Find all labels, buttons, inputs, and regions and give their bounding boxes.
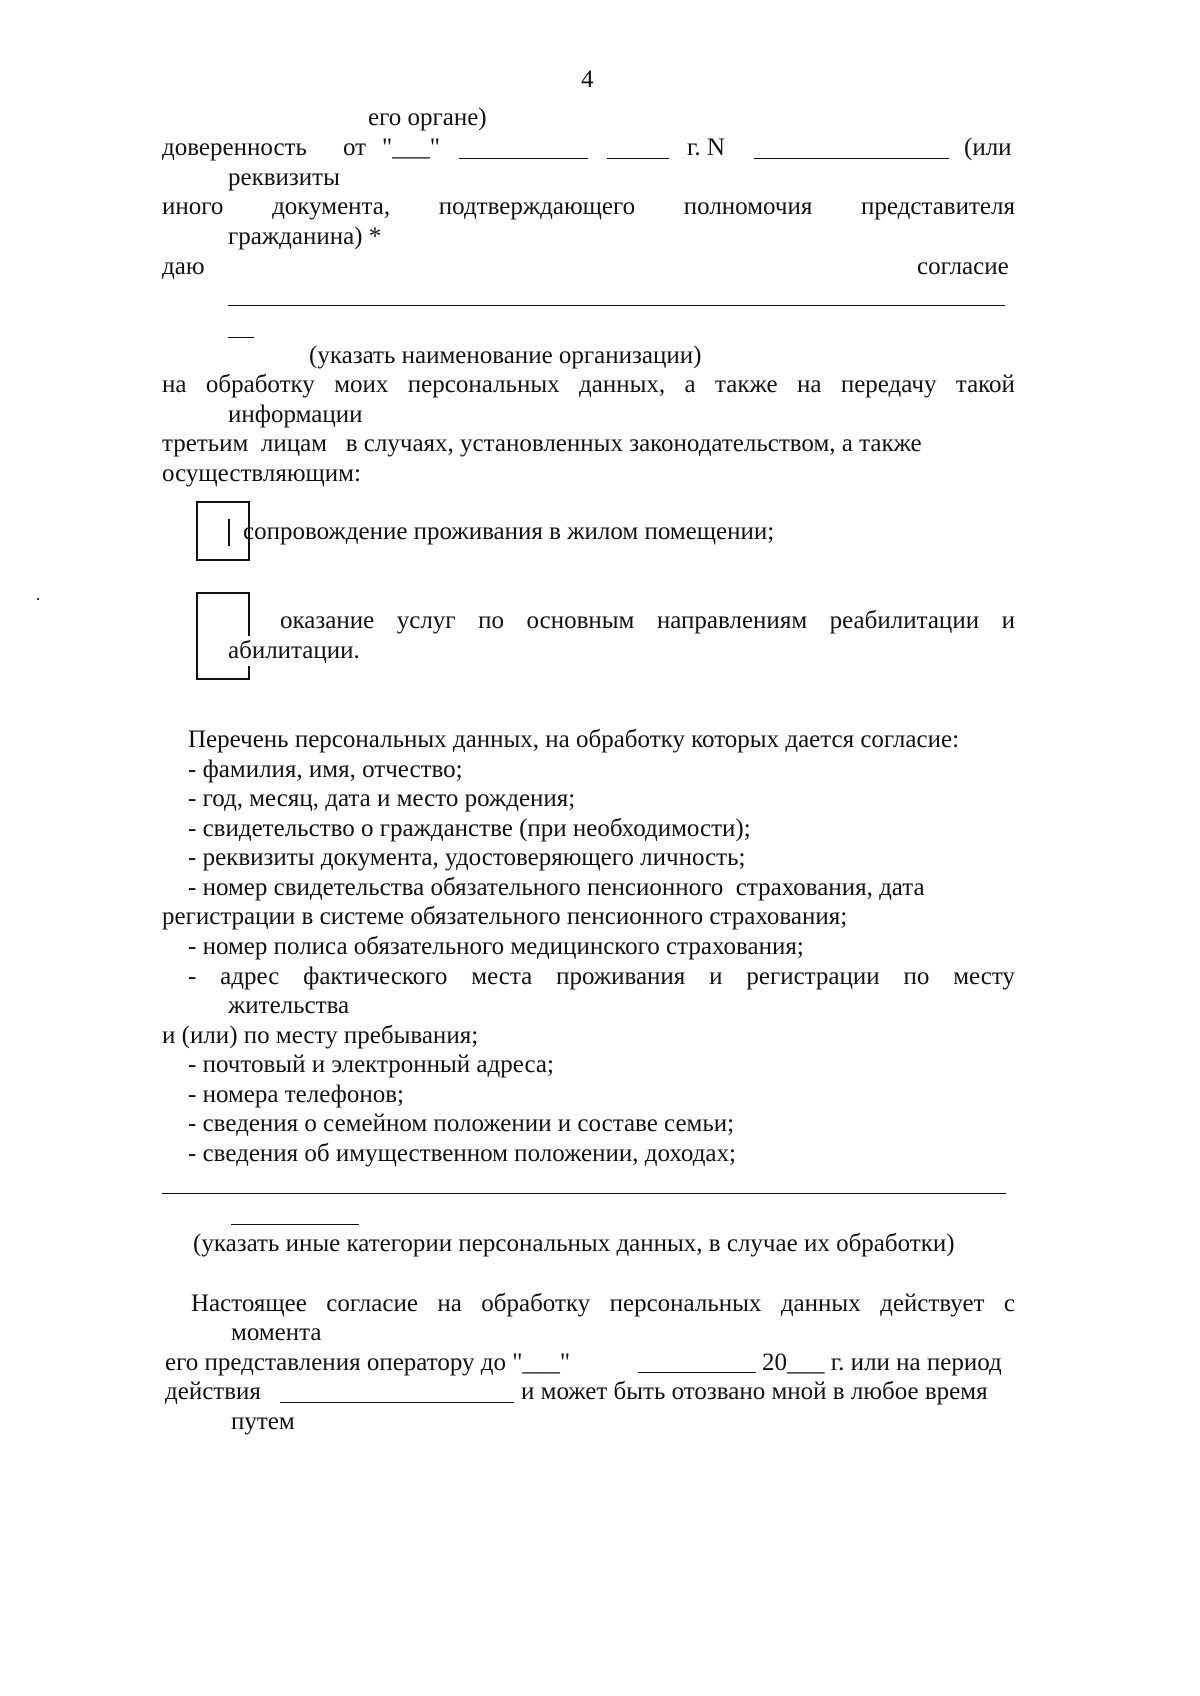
submission-text: его представления оператору до "___" (165, 1349, 571, 1376)
word: также (715, 371, 778, 398)
list-item: - сведения о семейном положении и составе семьи; (188, 1110, 735, 1137)
word: направлениям (656, 607, 808, 634)
list-item: - свидетельство о гражданстве (при необходимости); (188, 815, 751, 842)
word: данных (780, 1290, 861, 1317)
organization-dash (228, 337, 254, 338)
word: - (188, 963, 197, 990)
word: с (1003, 1290, 1015, 1317)
word: реабилитации (829, 607, 980, 634)
list-item: - сведения об имущественном положении, доходах; (188, 1140, 736, 1167)
page-number: 4 (581, 66, 594, 93)
date-blank-line (459, 158, 588, 159)
duration-label: действия (165, 1378, 261, 1405)
word: проживания (556, 963, 686, 990)
or-label: (или (964, 134, 1012, 161)
other-categories-caption: (указать иные категории персональных данных, в случае их обработки) (193, 1230, 955, 1257)
organization-blank-line (228, 305, 1005, 306)
word: фактического (303, 963, 448, 990)
checkbox-accommodation-support[interactable] (196, 501, 250, 561)
word: оказание (280, 607, 375, 634)
checkbox-option-2-cont: абилитации. (228, 636, 364, 666)
organization-caption: (указать наименование организации) (309, 342, 702, 369)
word: согласие (326, 1290, 418, 1317)
duration-blank-line (280, 1402, 514, 1403)
word: иного (162, 193, 224, 220)
word: моих (334, 371, 389, 398)
date-quote: "___" (382, 134, 440, 161)
list-item: - реквизиты документа, удостоверяющего личность; (188, 844, 746, 871)
word: регистрации (746, 963, 880, 990)
information-label: информации (228, 401, 363, 428)
list-item-address (188, 962, 1015, 992)
validity-line (191, 1289, 1015, 1319)
by-label: путем (231, 1408, 295, 1435)
citizen-label: гражданина) * (228, 223, 382, 250)
word: персональных (609, 1290, 762, 1317)
word: адрес (220, 963, 280, 990)
word: на (437, 1290, 462, 1317)
word: персональных (407, 371, 560, 398)
duration-text: и может быть отозвано мной в любое время (521, 1378, 988, 1405)
other-categories-blank-line (162, 1193, 1006, 1194)
word: места (471, 963, 533, 990)
word: по (903, 963, 930, 990)
carrying-out-label: осуществляющим: (162, 460, 361, 487)
word: на (162, 371, 187, 398)
list-item: - номера телефонов; (188, 1081, 404, 1108)
word: действует (880, 1290, 985, 1317)
year-blank-line (607, 158, 669, 159)
list-intro: Перечень персональных данных, на обработку которых дается согласие: (188, 726, 960, 753)
list-item-cont: и (или) по месту пребывания; (162, 1022, 479, 1049)
number-blank-line (754, 158, 949, 159)
checkbox-option-1-label: сопровождение проживания в жилом помещении; (243, 518, 775, 545)
organ-line: его органе) (368, 104, 487, 131)
word: полномочия (683, 193, 813, 220)
from-label: от (343, 134, 367, 161)
list-item: - почтовый и электронный адреса; (188, 1051, 554, 1078)
scan-speck (37, 598, 39, 600)
word: услуг (396, 607, 456, 634)
requisites-label: реквизиты (228, 164, 340, 191)
processing-line (162, 370, 1015, 400)
other-categories-short-line (231, 1224, 359, 1225)
word: на (796, 371, 822, 398)
word: обработку (481, 1290, 591, 1317)
list-item: - номер свидетельства обязательного пенсионного страхования, дата (188, 874, 925, 901)
word: представителя (861, 193, 1015, 220)
submission-date-blank-line (638, 1372, 756, 1373)
checkbox-mark (228, 519, 230, 546)
word: а (684, 371, 696, 398)
word: данных, (579, 371, 666, 398)
word: документа, (272, 193, 391, 220)
word: месту (953, 963, 1015, 990)
submission-year-text: 20___ г. или на период (762, 1349, 1002, 1376)
list-item: - номер полиса обязательного медицинского страхования; (188, 933, 804, 960)
word: по (478, 607, 504, 634)
word: Настоящее (191, 1290, 307, 1317)
moment-label: момента (231, 1319, 322, 1346)
list-item: - фамилия, имя, отчество; (188, 756, 463, 783)
word: передачу (840, 371, 937, 398)
third-parties-line: третьим лицам в случаях, установленных законодательством, а также (162, 430, 922, 457)
list-item-cont: жительства (228, 992, 350, 1019)
other-document-line (162, 192, 1015, 222)
list-item: - год, месяц, дата и место рождения; (188, 785, 576, 812)
word: основным (526, 607, 635, 634)
word: обработку (205, 371, 315, 398)
list-item-cont: регистрации в системе обязательного пенсионного страхования; (162, 903, 848, 930)
word: и (709, 963, 723, 990)
proxy-label: доверенность (162, 134, 307, 161)
checkbox-option-2-label (280, 606, 1015, 636)
word: такой (955, 371, 1015, 398)
year-n-label: г. N (687, 134, 725, 161)
give-label: даю (162, 253, 205, 280)
consent-label: согласие (917, 253, 1009, 280)
word: подтверждающего (438, 193, 636, 220)
word: и (1001, 607, 1015, 634)
